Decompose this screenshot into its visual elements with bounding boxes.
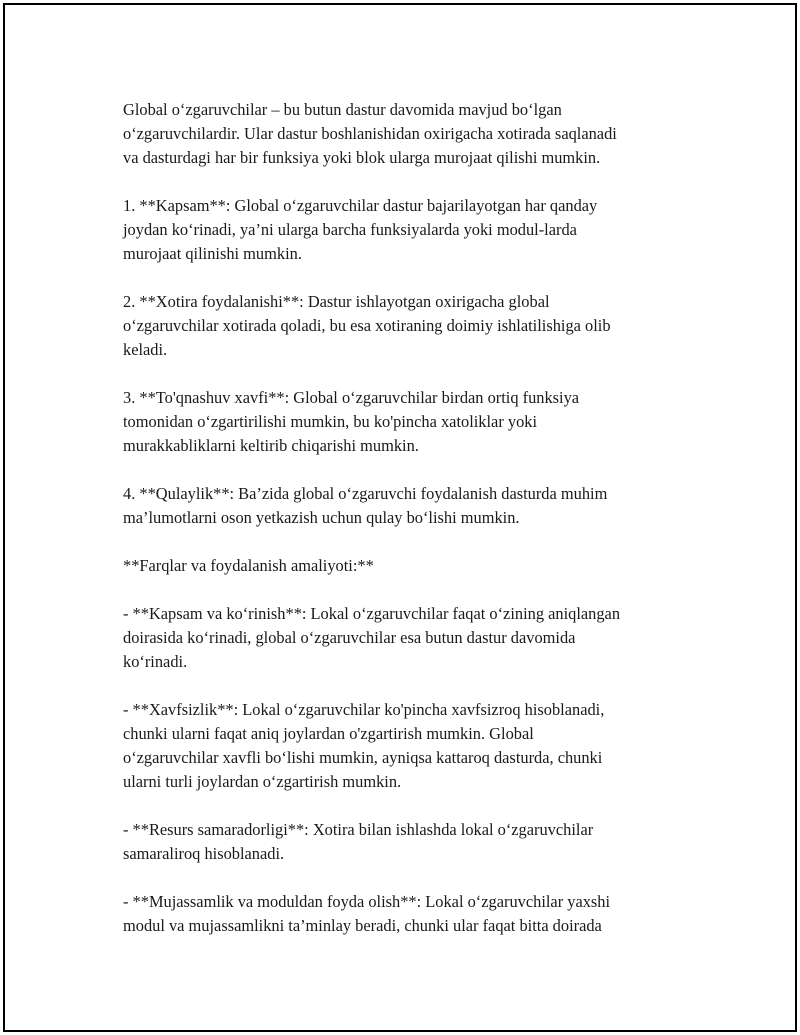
bullet-resurs xyxy=(123,818,683,866)
text-line: - **Xavfsizlik**: Lokal o‘zgaruvchilar ko'pincha xavfsizroq hisoblanadi, xyxy=(123,700,605,719)
text-line: 1. **Kapsam**: Global o‘zgaruvchilar dastur bajarilayotgan har qanday xyxy=(123,196,598,215)
text-line: murakkabliklarni keltirib chiqarishi mumkin. xyxy=(123,436,419,455)
text-line: ma’lumotlarni oson yetkazish uchun qulay bo‘lishi mumkin. xyxy=(123,508,520,527)
text-line: o‘zgaruvchilardir. Ular dastur boshlanishidan oxirigacha xotirada saqlanadi xyxy=(123,124,617,143)
section-heading xyxy=(123,554,683,578)
text-line: 3. **To'qnashuv xavfi**: Global o‘zgaruvchilar birdan ortiq funksiya xyxy=(123,388,580,407)
text-line: va dasturdagi har bir funksiya yoki blok ularga murojaat qilishi mumkin. xyxy=(123,148,601,167)
text-line: o‘zgaruvchilar xotirada qoladi, bu esa xotiraning doimiy ishlatilishiga olib xyxy=(123,316,611,335)
list-item-xotira xyxy=(123,290,683,362)
text-line: Global o‘zgaruvchilar – bu butun dastur davomida mavjud bo‘lgan xyxy=(123,100,562,119)
bullet-xavfsizlik xyxy=(123,698,683,794)
text-line: modul va mujassamlikni ta’minlay beradi, chunki ular faqat bitta doirada xyxy=(123,916,602,935)
list-item-kapsam xyxy=(123,194,683,266)
list-item-toqnashuv xyxy=(123,386,683,458)
text-line: joydan ko‘rinadi, ya’ni ularga barcha funksiyalarda yoki modul-larda xyxy=(123,220,577,239)
bullet-kapsam-korinish xyxy=(123,602,683,674)
text-line: samaraliroq hisoblanadi. xyxy=(123,844,285,863)
text-line: ko‘rinadi. xyxy=(123,652,188,671)
text-line: **Farqlar va foydalanish amaliyoti:** xyxy=(123,556,374,575)
text-line: murojaat qilinishi mumkin. xyxy=(123,244,302,263)
page-frame xyxy=(3,3,797,1032)
document-body xyxy=(123,98,683,962)
text-line: 4. **Qulaylik**: Ba’zida global o‘zgaruvchi foydalanish dasturda muhim xyxy=(123,484,608,503)
text-line: ularni turli joylardan o‘zgartirish mumkin. xyxy=(123,772,402,791)
text-line: - **Kapsam va ko‘rinish**: Lokal o‘zgaruvchilar faqat o‘zining aniqlangan xyxy=(123,604,621,623)
text-line: o‘zgaruvchilar xavfli bo‘lishi mumkin, ayniqsa kattaroq dasturda, chunki xyxy=(123,748,603,767)
text-line: keladi. xyxy=(123,340,168,359)
text-line: 2. **Xotira foydalanishi**: Dastur ishlayotgan oxirigacha global xyxy=(123,292,550,311)
list-item-qulaylik xyxy=(123,482,683,530)
bullet-mujassamlik xyxy=(123,890,683,938)
text-line: - **Mujassamlik va moduldan foyda olish**: Lokal o‘zgaruvchilar yaxshi xyxy=(123,892,611,911)
text-line: doirasida ko‘rinadi, global o‘zgaruvchilar esa butun dastur davomida xyxy=(123,628,576,647)
text-line: tomonidan o‘zgartirilishi mumkin, bu ko'pincha xatoliklar yoki xyxy=(123,412,538,431)
text-line: chunki ularni faqat aniq joylardan o'zgartirish mumkin. Global xyxy=(123,724,534,743)
text-line: - **Resurs samaradorligi**: Xotira bilan ishlashda lokal o‘zgaruvchilar xyxy=(123,820,594,839)
intro-paragraph xyxy=(123,98,683,170)
